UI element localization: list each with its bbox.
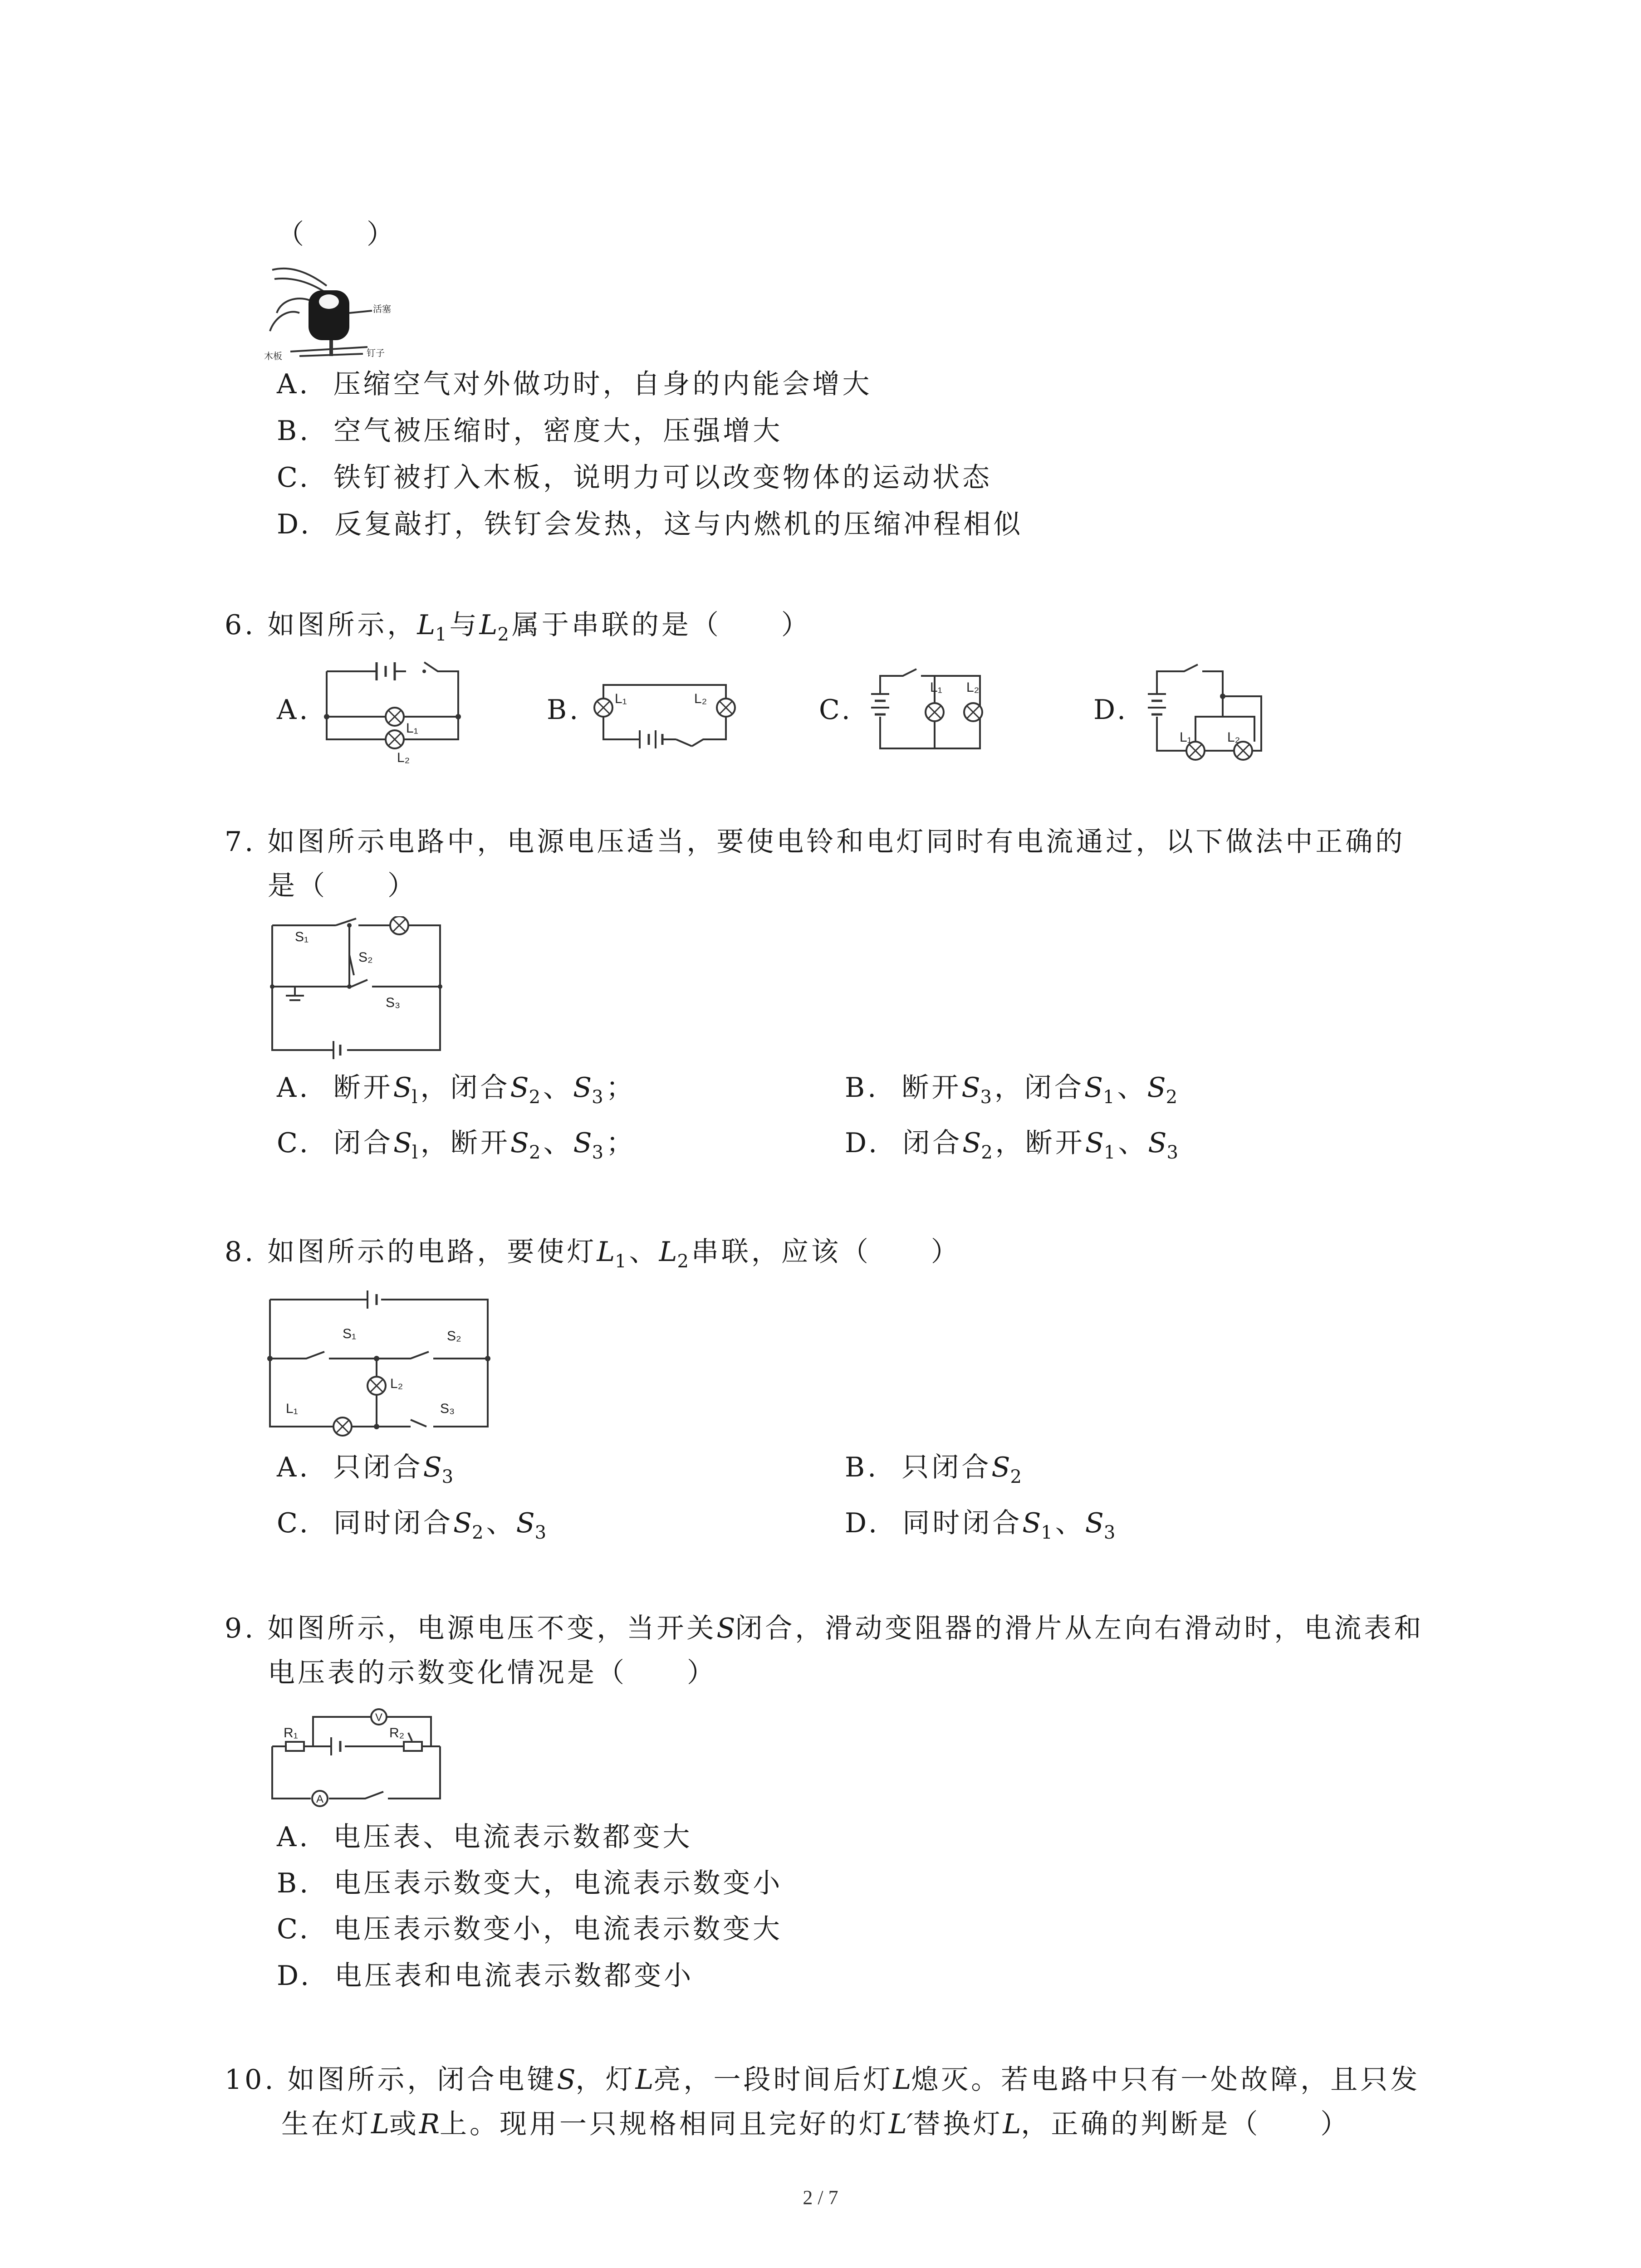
q6-option-d-letter: D.: [1093, 694, 1129, 726]
q10-stem-line2: 生在灯L或R上。现用一只规格相同且完好的灯L′替换灯L，正确的判断是（ ）: [281, 2108, 1351, 2140]
q9-label-r2: R₂: [389, 1725, 405, 1740]
q8-label-s3: S₃: [440, 1401, 455, 1416]
q10-stem-line1: 10. 如图所示，闭合电键S，灯L亮，一段时间后灯L熄灭。若电路中只有一处故障，且只发: [225, 2064, 1421, 2096]
q9-stem-line2: 电压表的示数变化情况是（ ）: [268, 1657, 717, 1689]
q6b-label-l1: L₁: [615, 691, 627, 706]
q6a-label-l2: L₂: [397, 750, 410, 765]
q8-option-b: B. 只闭合$S_2$: [845, 1452, 1024, 1487]
q7-label-s2: S₂: [358, 950, 373, 965]
q5-option-b: B. 空气被压缩时，密度大，压强增大: [277, 415, 783, 447]
q6-stem: 6. 如图所示，$L_1$与$L_2$属于串联的是（ ）: [225, 609, 811, 645]
q5-option-d: D. 反复敲打，铁钉会发热，这与内燃机的压缩冲程相似: [277, 508, 1024, 540]
q6c-label-l1: L₁: [930, 680, 942, 695]
q5-figure-hammer-nail: [263, 259, 399, 367]
q7-stem-line2: 是（ ）: [268, 870, 417, 902]
q6a-label-l1: L₁: [406, 721, 418, 736]
page-number: 2 / 7: [803, 2186, 838, 2209]
q7-circuit: [268, 916, 449, 1061]
q7-label-s1: S₁: [295, 929, 309, 944]
q9-voltmeter-label: V: [375, 1711, 383, 1724]
q8-option-a: A. 只闭合$S_3$: [277, 1452, 456, 1487]
q5-label-board: 木板: [264, 352, 282, 362]
q6-circuit-b: [590, 676, 744, 758]
q8-label-s2: S₂: [447, 1329, 461, 1344]
q9-option-a: A. 电压表、电流表示数都变大: [277, 1821, 693, 1853]
q5-label-nail: 钉子: [367, 348, 385, 358]
q6d-label-l1: L₁: [1180, 730, 1192, 745]
q6-option-b-letter: B.: [547, 694, 581, 726]
q8-label-l1: L₁: [286, 1401, 298, 1416]
q6c-label-l2: L₂: [966, 680, 980, 695]
q9-option-d: D. 电压表和电流表示数都变小: [277, 1960, 694, 1992]
q7-stem-line1: 7. 如图所示电路中，电源电压适当，要使电铃和电灯同时有电流通过，以下做法中正确的: [225, 826, 1406, 858]
q7-option-a: A. 断开$S_l$，闭合$S_2$、$S_3$；: [277, 1072, 636, 1108]
q8-label-s1: S₁: [343, 1326, 357, 1341]
q8-option-c: C. 同时闭合$S_2$、$S_3$: [277, 1507, 549, 1543]
q7-option-b: B. 断开$S_3$，闭合$S_1$、$S_2$: [845, 1072, 1181, 1108]
q6-circuit-d: [1139, 662, 1275, 767]
q6-circuit-a: [318, 658, 467, 767]
q9-ammeter-label: A: [316, 1793, 324, 1805]
q6b-label-l2: L₂: [694, 691, 707, 706]
q8-stem: 8. 如图所示的电路，要使灯$L_1$、$L_2$串联，应该（ ）: [225, 1236, 961, 1272]
q7-option-c: C. 闭合$S_l$，断开$S_2$、$S_3$；: [277, 1127, 637, 1163]
q5-option-a: A. 压缩空气对外做功时，自身的内能会增大: [277, 368, 872, 400]
q5-answer-paren: （ ）: [277, 219, 397, 250]
q8-label-l2: L₂: [390, 1376, 403, 1391]
q9-circuit: [268, 1701, 449, 1814]
q9-stem-line1: 9. 如图所示，电源电压不变，当开关S闭合，滑动变阻器的滑片从左向右滑动时，电流表和: [225, 1613, 1424, 1644]
q8-circuit: [265, 1284, 501, 1438]
q6-option-a-letter: A.: [277, 694, 311, 726]
q9-option-b: B. 电压表示数变大，电流表示数变小: [277, 1867, 783, 1899]
q8-option-d: D. 同时闭合$S_1$、$S_3$: [845, 1507, 1118, 1543]
q5-label-piston: 活塞: [373, 304, 391, 314]
q9-option-c: C. 电压表示数变小，电流表示数变大: [277, 1913, 783, 1945]
q7-option-d: D. 闭合$S_2$，断开$S_1$、$S_3$: [845, 1127, 1181, 1163]
q6d-label-l2: L₂: [1227, 730, 1240, 745]
q6-option-c-letter: C.: [819, 694, 853, 726]
q5-option-c: C. 铁钉被打入木板，说明力可以改变物体的运动状态: [277, 462, 992, 494]
q9-label-r1: R₁: [284, 1725, 298, 1740]
q7-label-s3: S₃: [386, 995, 401, 1010]
q6-circuit-c: [862, 667, 998, 767]
